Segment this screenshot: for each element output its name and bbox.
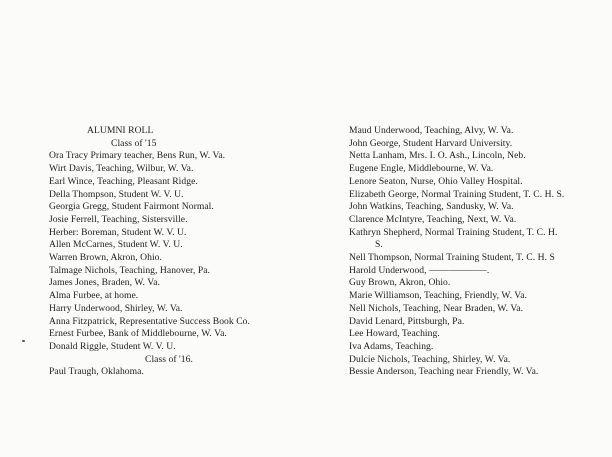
alumni-entry: Eugene Engle, Middlebourne, W. Va.: [349, 163, 494, 175]
class-1915-heading: Class of '15: [111, 137, 157, 149]
alumni-entry: Bessie Anderson, Teaching near Friendly, W. Va.: [349, 366, 539, 378]
alumni-entry: James Jones, Braden, W. Va.: [49, 277, 160, 289]
left-column: [49, 125, 250, 379]
alumni-entry: Lenore Seaton, Nurse, Ohio Valley Hospital.: [349, 175, 523, 187]
alumni-entry: John Watkins, Teaching, Sandusky, W. Va.: [349, 201, 514, 213]
alumni-entry: John George, Student Harvard University.: [349, 137, 513, 149]
alumni-entry: Elizabeth George, Normal Training Student, T. C. H. S.: [349, 188, 565, 200]
alumni-entry: Guy Brown, Akron, Ohio.: [349, 277, 451, 289]
alumni-entry: Della Thompson, Student W. V. U.: [49, 188, 184, 200]
alumni-entry: Alma Furbee, at home.: [49, 290, 139, 302]
alumni-entry: Ora Tracy Primary teacher, Bens Run, W. Va.: [49, 150, 226, 162]
alumni-entry: David Lenard, Pittsburgh, Pa.: [349, 315, 465, 327]
alumni-entry: Clarence McIntyre, Teaching, Next, W. Va.: [349, 213, 517, 225]
alumni-entry: Warren Brown, Akron, Ohio.: [49, 252, 162, 264]
print-speck: [22, 340, 25, 342]
alumni-entry: Lee Howard, Teaching.: [349, 328, 440, 340]
alumni-entry: Paul Traugh, Oklahoma.: [49, 366, 144, 378]
alumni-entry: Nell Thompson, Normal Training Student, T. C. H. S: [349, 252, 555, 264]
alumni-entry: Herber: Boreman, Student W. V. U.: [49, 226, 187, 238]
alumni-entry: Ernest Furbee, Bank of Middlebourne, W. Va.: [49, 328, 227, 340]
alumni-entry: Netta Lanham, Mrs. I. O. Ash., Lincoln, Neb.: [349, 150, 526, 162]
alumni-entry: Georgia Gregg, Student Fairmont Normal.: [49, 201, 214, 213]
alumni-entry: Talmage Nichols, Teaching, Hanover, Pa.: [49, 264, 210, 276]
page-title: ALUMNI ROLL: [87, 125, 154, 136]
alumni-entry-continuation: S.: [375, 239, 383, 251]
alumni-entry: Nell Nichols, Teaching, Near Braden, W. Va.: [349, 302, 524, 314]
alumni-entry: Marie Williamson, Teaching, Friendly, W. Va.: [349, 290, 527, 302]
alumni-entry: Dulcie Nichols, Teaching, Shirley, W. Va.: [349, 353, 511, 365]
alumni-entry: Allen McCarnes, Student W. V. U.: [49, 239, 183, 251]
right-column: [349, 125, 564, 379]
alumni-entry: Harold Underwood, ——————.: [349, 264, 490, 276]
alumni-entry: Harry Underwood, Shirley, W. Va.: [49, 302, 183, 314]
alumni-entry: Earl Wince, Teaching, Pleasant Ridge.: [49, 175, 198, 187]
alumni-entry: Josie Ferrell, Teaching, Sistersville.: [49, 213, 188, 225]
class-1916-heading: Class of '16.: [145, 353, 193, 365]
alumni-entry: Anna Fitzpatrick, Representative Success Book Co.: [49, 315, 250, 327]
alumni-entry: Donald Riggle, Student W. V. U.: [49, 340, 176, 352]
alumni-entry: Wirt Davis, Teaching, Wilbur, W. Va.: [49, 163, 194, 175]
alumni-entry: Maud Underwood, Teaching, Alvy, W. Va.: [349, 125, 514, 136]
alumni-entry: Iva Adams, Teaching.: [349, 340, 434, 352]
alumni-entry: Kathryn Shepherd, Normal Training Student, T. C. H.: [349, 226, 558, 238]
